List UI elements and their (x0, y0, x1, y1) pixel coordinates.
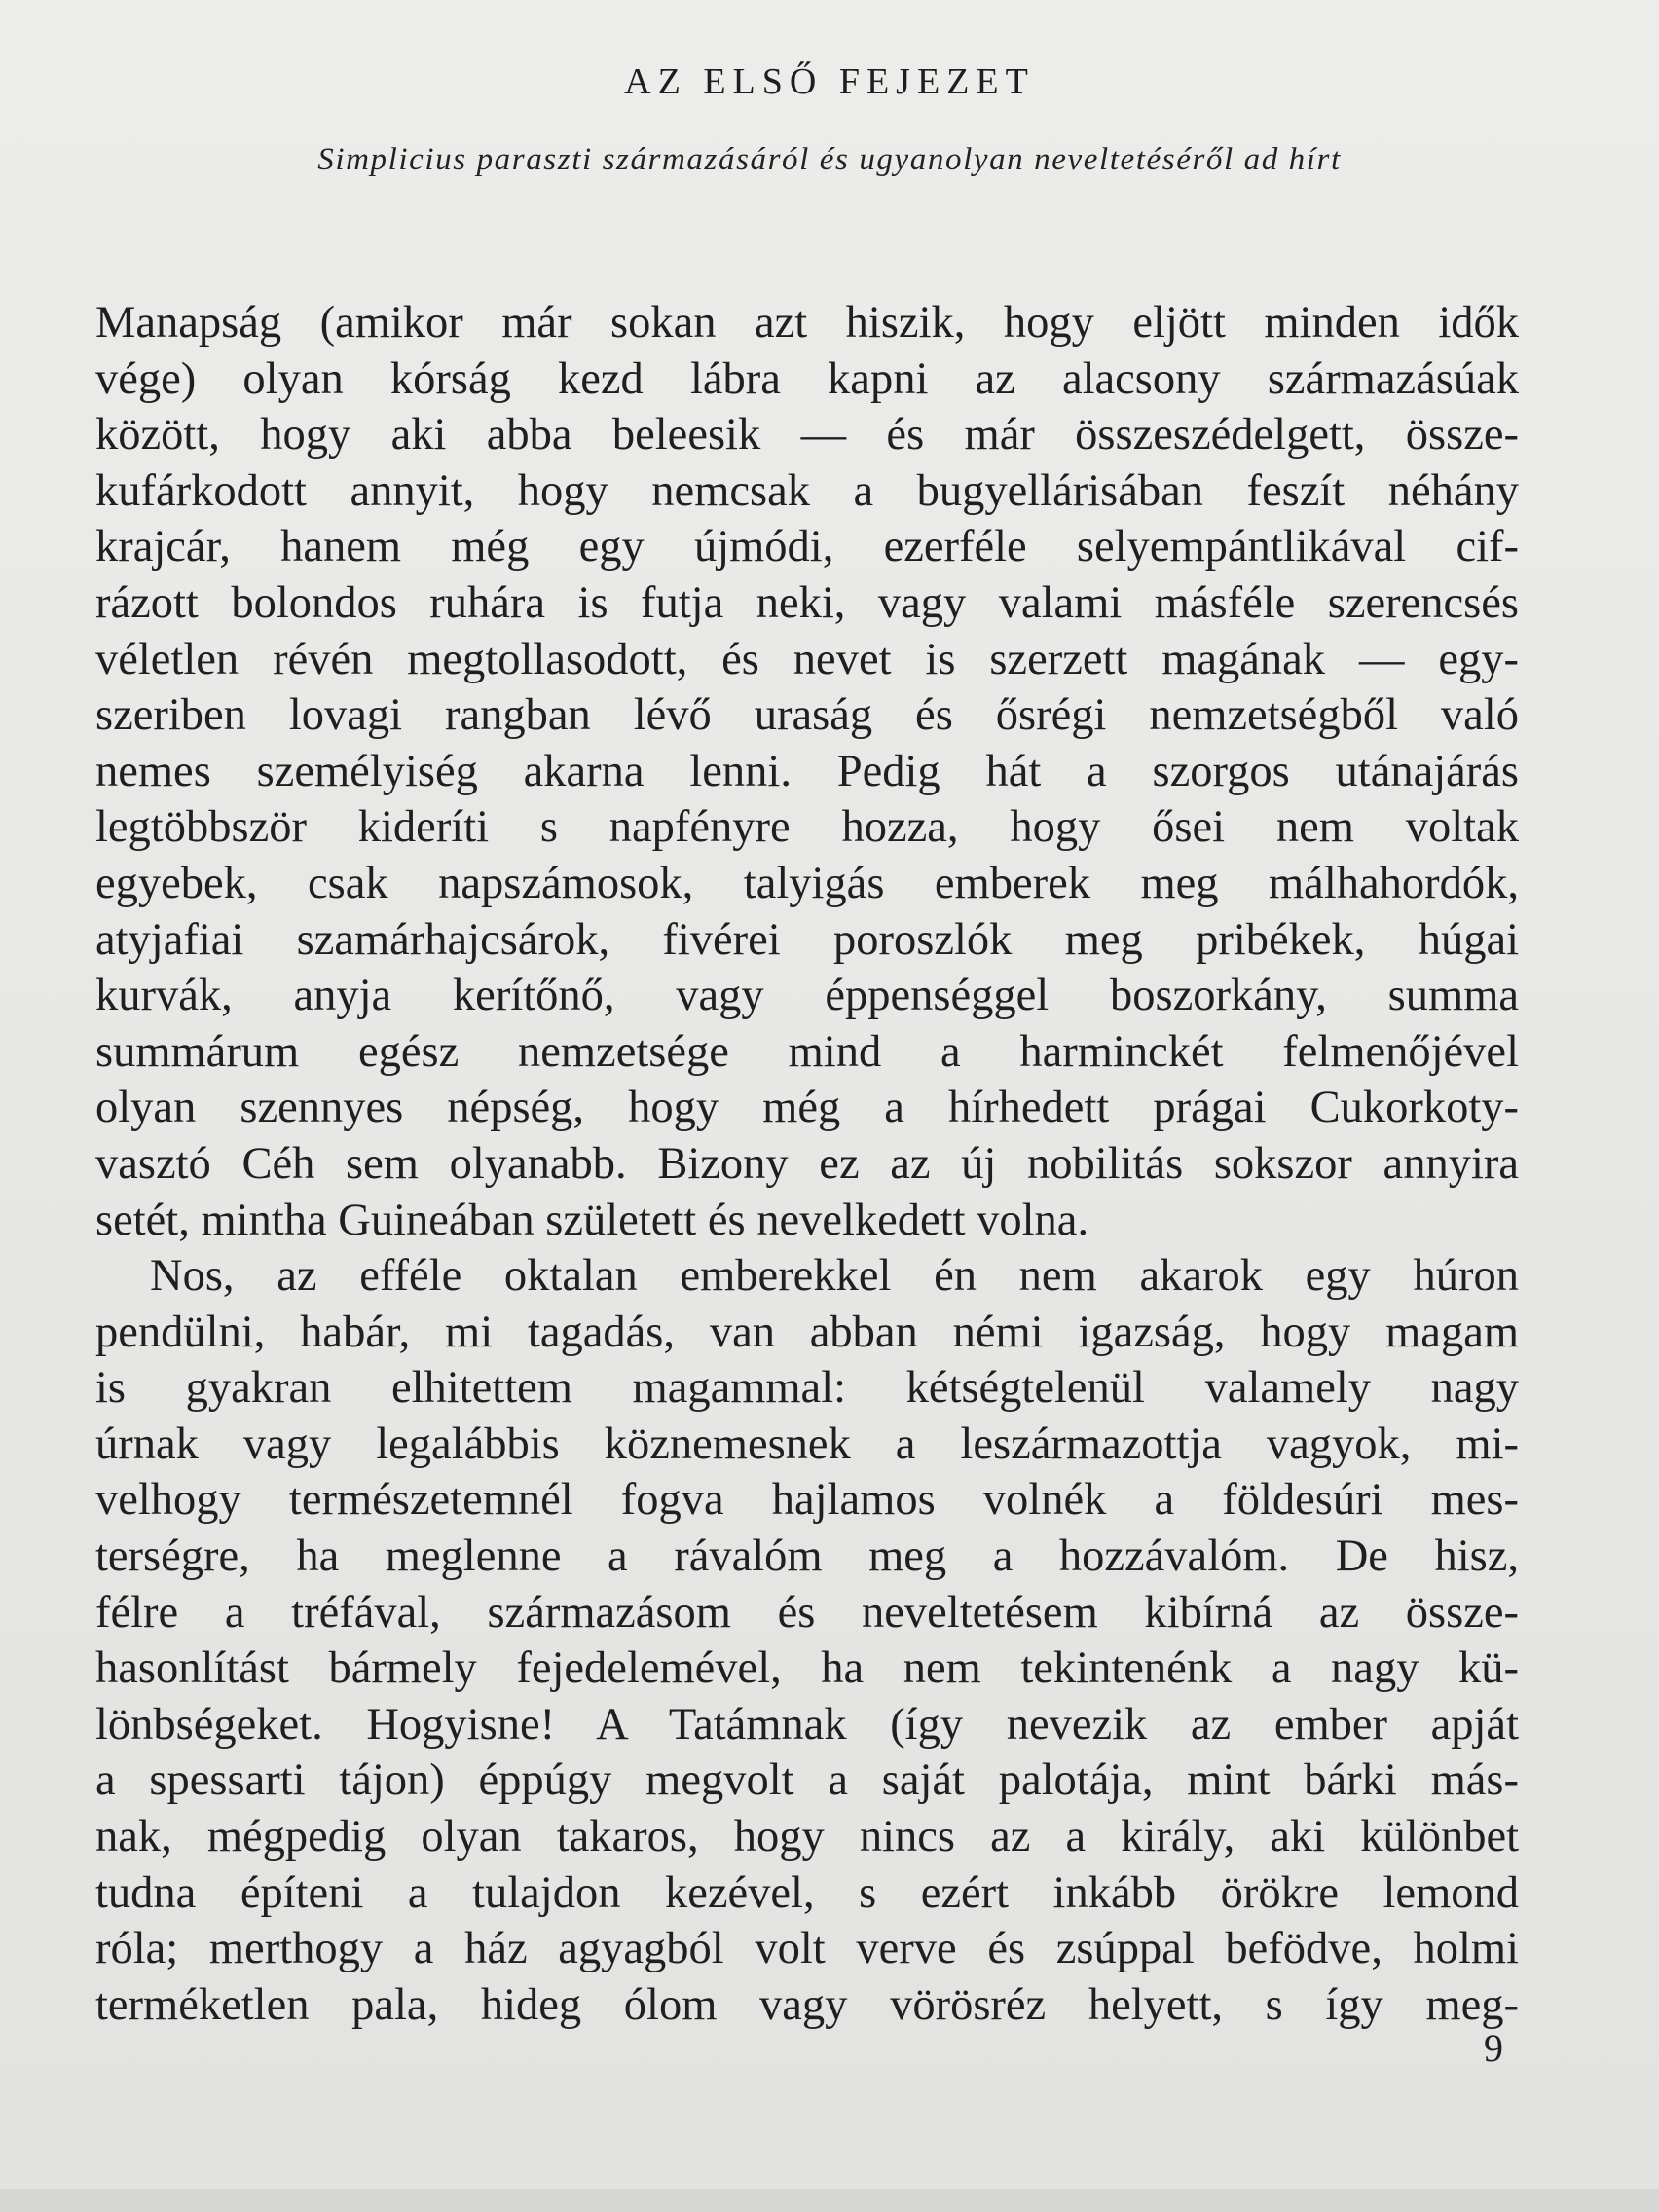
text-line: setét, mintha Guineában született és nevelkedett volna. (95, 1195, 1089, 1245)
text-line: kufárkodott annyit, hogy nemcsak a bugyellárisában feszít néhány (95, 465, 1519, 516)
text-line: úrnak vagy legalábbis köznemesnek a leszármazottja vagyok, mi- (95, 1419, 1519, 1469)
text-line: a spessarti tájon) éppúgy megvolt a saját palotája, mint bárki más- (95, 1755, 1519, 1806)
text-line: Manapság (amikor már sokan azt hiszik, hogy eljött minden idők (95, 298, 1519, 348)
text-line: véletlen révén megtollasodott, és nevet is szerzett magának — egy- (95, 634, 1519, 684)
page-number: 9 (1484, 2026, 1503, 2070)
text-line: nak, mégpedig olyan takaros, hogy nincs az a király, aki különbet (95, 1812, 1519, 1862)
text-line: summárum egész nemzetsége mind a harminckét felmenőjével (95, 1026, 1519, 1077)
chapter-subtitle: Simplicius paraszti származásáról és ugyanolyan neveltetéséről ad hírt (317, 142, 1342, 177)
page-edge (0, 2189, 1659, 2212)
text-line: tudna építeni a tulajdon kezével, s ezért inkább örökre lemond (95, 1867, 1519, 1918)
text-line: olyan szennyes népség, hogy még a hírhedett prágai Cukorkoty- (95, 1083, 1519, 1133)
text-line: rázott bolondos ruhára is futja neki, vagy valami másféle szerencsés (95, 577, 1519, 628)
text-line: krajcár, hanem még egy újmódi, ezerféle selyempántlikával cif- (95, 522, 1519, 572)
text-line: velhogy természetemnél fogva hajlamos volnék a földesúri mes- (95, 1475, 1519, 1526)
text-line: atyjafiai szamárhajcsárok, fivérei poroszlók meg pribékek, húgai (95, 914, 1519, 965)
text-line: terméketlen pala, hideg ólom vagy vörösréz helyett, s így meg- (95, 1979, 1519, 2030)
paragraph (95, 1248, 1519, 2033)
text-line: pendülni, habár, mi tagadás, van abban némi igazság, hogy magam (95, 1307, 1519, 1357)
text-line: Nos, az efféle oktalan emberekkel én nem akarok egy húron (150, 1251, 1519, 1302)
chapter-title: AZ ELSŐ FEJEZET (624, 61, 1035, 102)
text-line: szeriben lovagi rangban lévő uraság és ősrégi nemzetségből való (95, 690, 1519, 741)
text-line: félre a tréfával, származásom és neveltetésem kibírná az össze- (95, 1587, 1519, 1638)
body-text (95, 295, 1519, 2033)
text-line: nemes személyiség akarna lenni. Pedig hát a szorgos utánajárás (95, 746, 1519, 796)
text-line: között, hogy aki abba beleesik — és már összeszédelgett, össze- (95, 410, 1519, 461)
text-line: legtöbbször kideríti s napfényre hozza, hogy ősei nem voltak (95, 802, 1519, 853)
text-line: vége) olyan kórság kezd lábra kapni az alacsony származásúak (95, 353, 1519, 404)
text-line: hasonlítást bármely fejedelemével, ha nem tekintenénk a nagy kü- (95, 1643, 1519, 1694)
text-line: vasztó Céh sem olyanabb. Bizony ez az új nobilitás sokszor annyira (95, 1138, 1519, 1189)
paragraph (95, 295, 1519, 1248)
text-line: róla; merthogy a ház agyagból volt verve és zsúppal befödve, holmi (95, 1924, 1519, 1974)
text-line: is gyakran elhitettem magammal: kétségtelenül valamely nagy (95, 1363, 1519, 1414)
text-line: kurvák, anyja kerítőnő, vagy éppenséggel boszorkány, summa (95, 971, 1519, 1021)
text-line: egyebek, csak napszámosok, talyigás emberek meg málhahordók, (95, 858, 1519, 908)
text-line: lönbségeket. Hogyisne! A Tatámnak (így nevezik az ember apját (95, 1699, 1519, 1750)
text-line: terségre, ha meglenne a rávalóm meg a hozzávalóm. De hisz, (95, 1531, 1519, 1582)
